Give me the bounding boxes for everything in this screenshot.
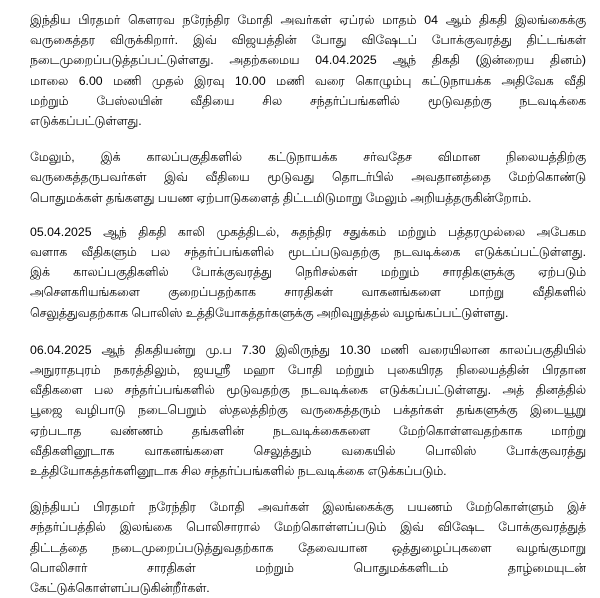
paragraph-line: இக் காலப்பகுதிகளில் போக்குவரத்து நெரிசல்கள் மற்றும் சாரதிகளுக்கு ஏற்படும் [30,265,586,280]
paragraph-line: பொலிசார் சாரதிகள் மற்றும் பொதுமக்களிடம் தாழ்மையுடன் [30,560,586,575]
paragraph-line: மாலை 6.00 மணி முதல் இரவு 10.00 மணி வரை கொழும்பு கட்டுநாயக்க அதிவேக வீதி [30,73,586,88]
paragraph-line: பூஜை வழிபாடு நடைபெறும் ஸ்தலத்திற்கு வருகைத்தரும் பக்தர்கள் தங்களுக்கு இடையூறு [30,403,586,418]
paragraph-line: அசௌகரியங்களை குறைப்பதற்காக சாரதிகள் வாகனங்களை மாற்று வீதிகளில் [30,285,586,300]
paragraph-cooperation-request [30,497,586,598]
paragraph-line: செலுத்துவதற்காக பொலிஸ் உத்தியோகத்தர்களுக்கு அறிவுறுத்தல் வழங்கப்பட்டுள்ளது. [30,305,509,320]
paragraph-line: வருகைத்தருபவர்கள் இவ் வீதியை மூடுவது தொடர்பில் அவதானத்தை மேற்கொண்டு [30,170,586,185]
paragraph-line: உத்தியோகத்தர்களினூடாக சில சந்தர்ப்பங்களில் நடவடிக்கை எடுக்கப்படும். [30,464,447,479]
paragraph-airport-travellers [30,147,586,208]
paragraph-line: நடைமுறைப்படுத்தப்பட்டுள்ளது. அதற்கமைய 04.04.2025 ஆந் திகதி (இன்றைய தினம்) [30,53,586,68]
paragraph-line: இந்தியப் பிரதமர் நரேந்திர மோதி அவர்கள் இலங்கைக்கு பயணம் மேற்கொள்ளும் இச் [30,500,586,515]
paragraph-line: எடுக்கப்பட்டுள்ளது. [30,114,142,129]
paragraph-line: வீதிகளினூடாக வாகனங்களை செலுத்தும் வகையில் பொலிஸ் போக்குவரத்து [30,443,586,458]
paragraph-line: சந்தர்ப்பத்தில் இலங்கை பொலிசாரால் மேற்கொள்ளப்படும் இவ் விஷேட போக்குவரத்துத் [30,520,586,535]
paragraph-line: திட்டத்தை நடைமுறைப்படுத்துவதற்காக தேவையான ஒத்துழைப்புகளை வழங்குமாறு [30,540,586,555]
paragraph-line: இந்திய பிரதமர் கௌரவ நரேந்திர மோதி அவர்கள் ஏப்ரல் மாதம் 04 ஆம் திகதி இலங்கைக்கு [30,13,586,27]
paragraph-pm-visit-announcement [30,10,586,131]
paragraph-line: வீதிகளை பல சந்தர்ப்பங்களில் மூடுவதற்கு நடவடிக்கை எடுக்கப்பட்டுள்ளது. அத் தினத்தில் [30,383,586,398]
paragraph-line: 05.04.2025 ஆந் திகதி காலி முகத்திடல், சுதந்திர சதுக்கம் மற்றும் பத்தரமுல்லை அபேகம [30,224,586,239]
police-notice-document [30,10,586,598]
paragraph-line: ஏற்படாத வண்ணம் தங்களின் நடவடிக்கைகளை மேற்கொள்ளவதற்காக மாற்று [30,423,586,438]
paragraph-line: வருகைத்தர விருக்கிறார். இவ் விஜயத்தின் போது விஷேடப் போக்குவரத்து திட்டங்கள் [30,33,586,48]
paragraph-line: வளாக வீதிகளும் பல சந்தர்ப்பங்களில் மூடப்படுவதற்கு நடவடிக்கை எடுக்கப்பட்டுள்ளது. [30,245,586,260]
paragraph-line: 06.04.2025 ஆந் திகதியன்று மு.ப 7.30 இலிருந்து 10.30 மணி வரையிலான காலப்பகுதியில் [30,342,586,357]
paragraph-line: அநுராதபுரம் நகரத்திலும், ஜயஸ்ரீ மஹா போதி மற்றும் புகையிரத நிலையத்தின் பிரதான [30,363,586,378]
paragraph-line: மேலும், இக் காலப்பகுதிகளில் கட்டுநாயக்க சர்வதேச விமான நிலையத்திற்கு [30,150,586,165]
paragraph-line: பொதுமக்கள் தங்களது பயண ஏற்பாடுகளைத் திட்டமிடுமாறு மேலும் அறியத்தருகின்றோம். [30,190,532,205]
paragraph-april-6-anuradhapura [30,340,586,481]
paragraph-april-5-closures [30,222,586,323]
paragraph-line: மற்றும் பேஸ்லயின் வீதியை சில சந்தர்ப்பங்களில் மூடுவதற்கு நடவடிக்கை [30,93,586,108]
paragraph-line: கேட்டுக்கொள்ளப்படுகின்றீர்கள். [30,581,210,596]
